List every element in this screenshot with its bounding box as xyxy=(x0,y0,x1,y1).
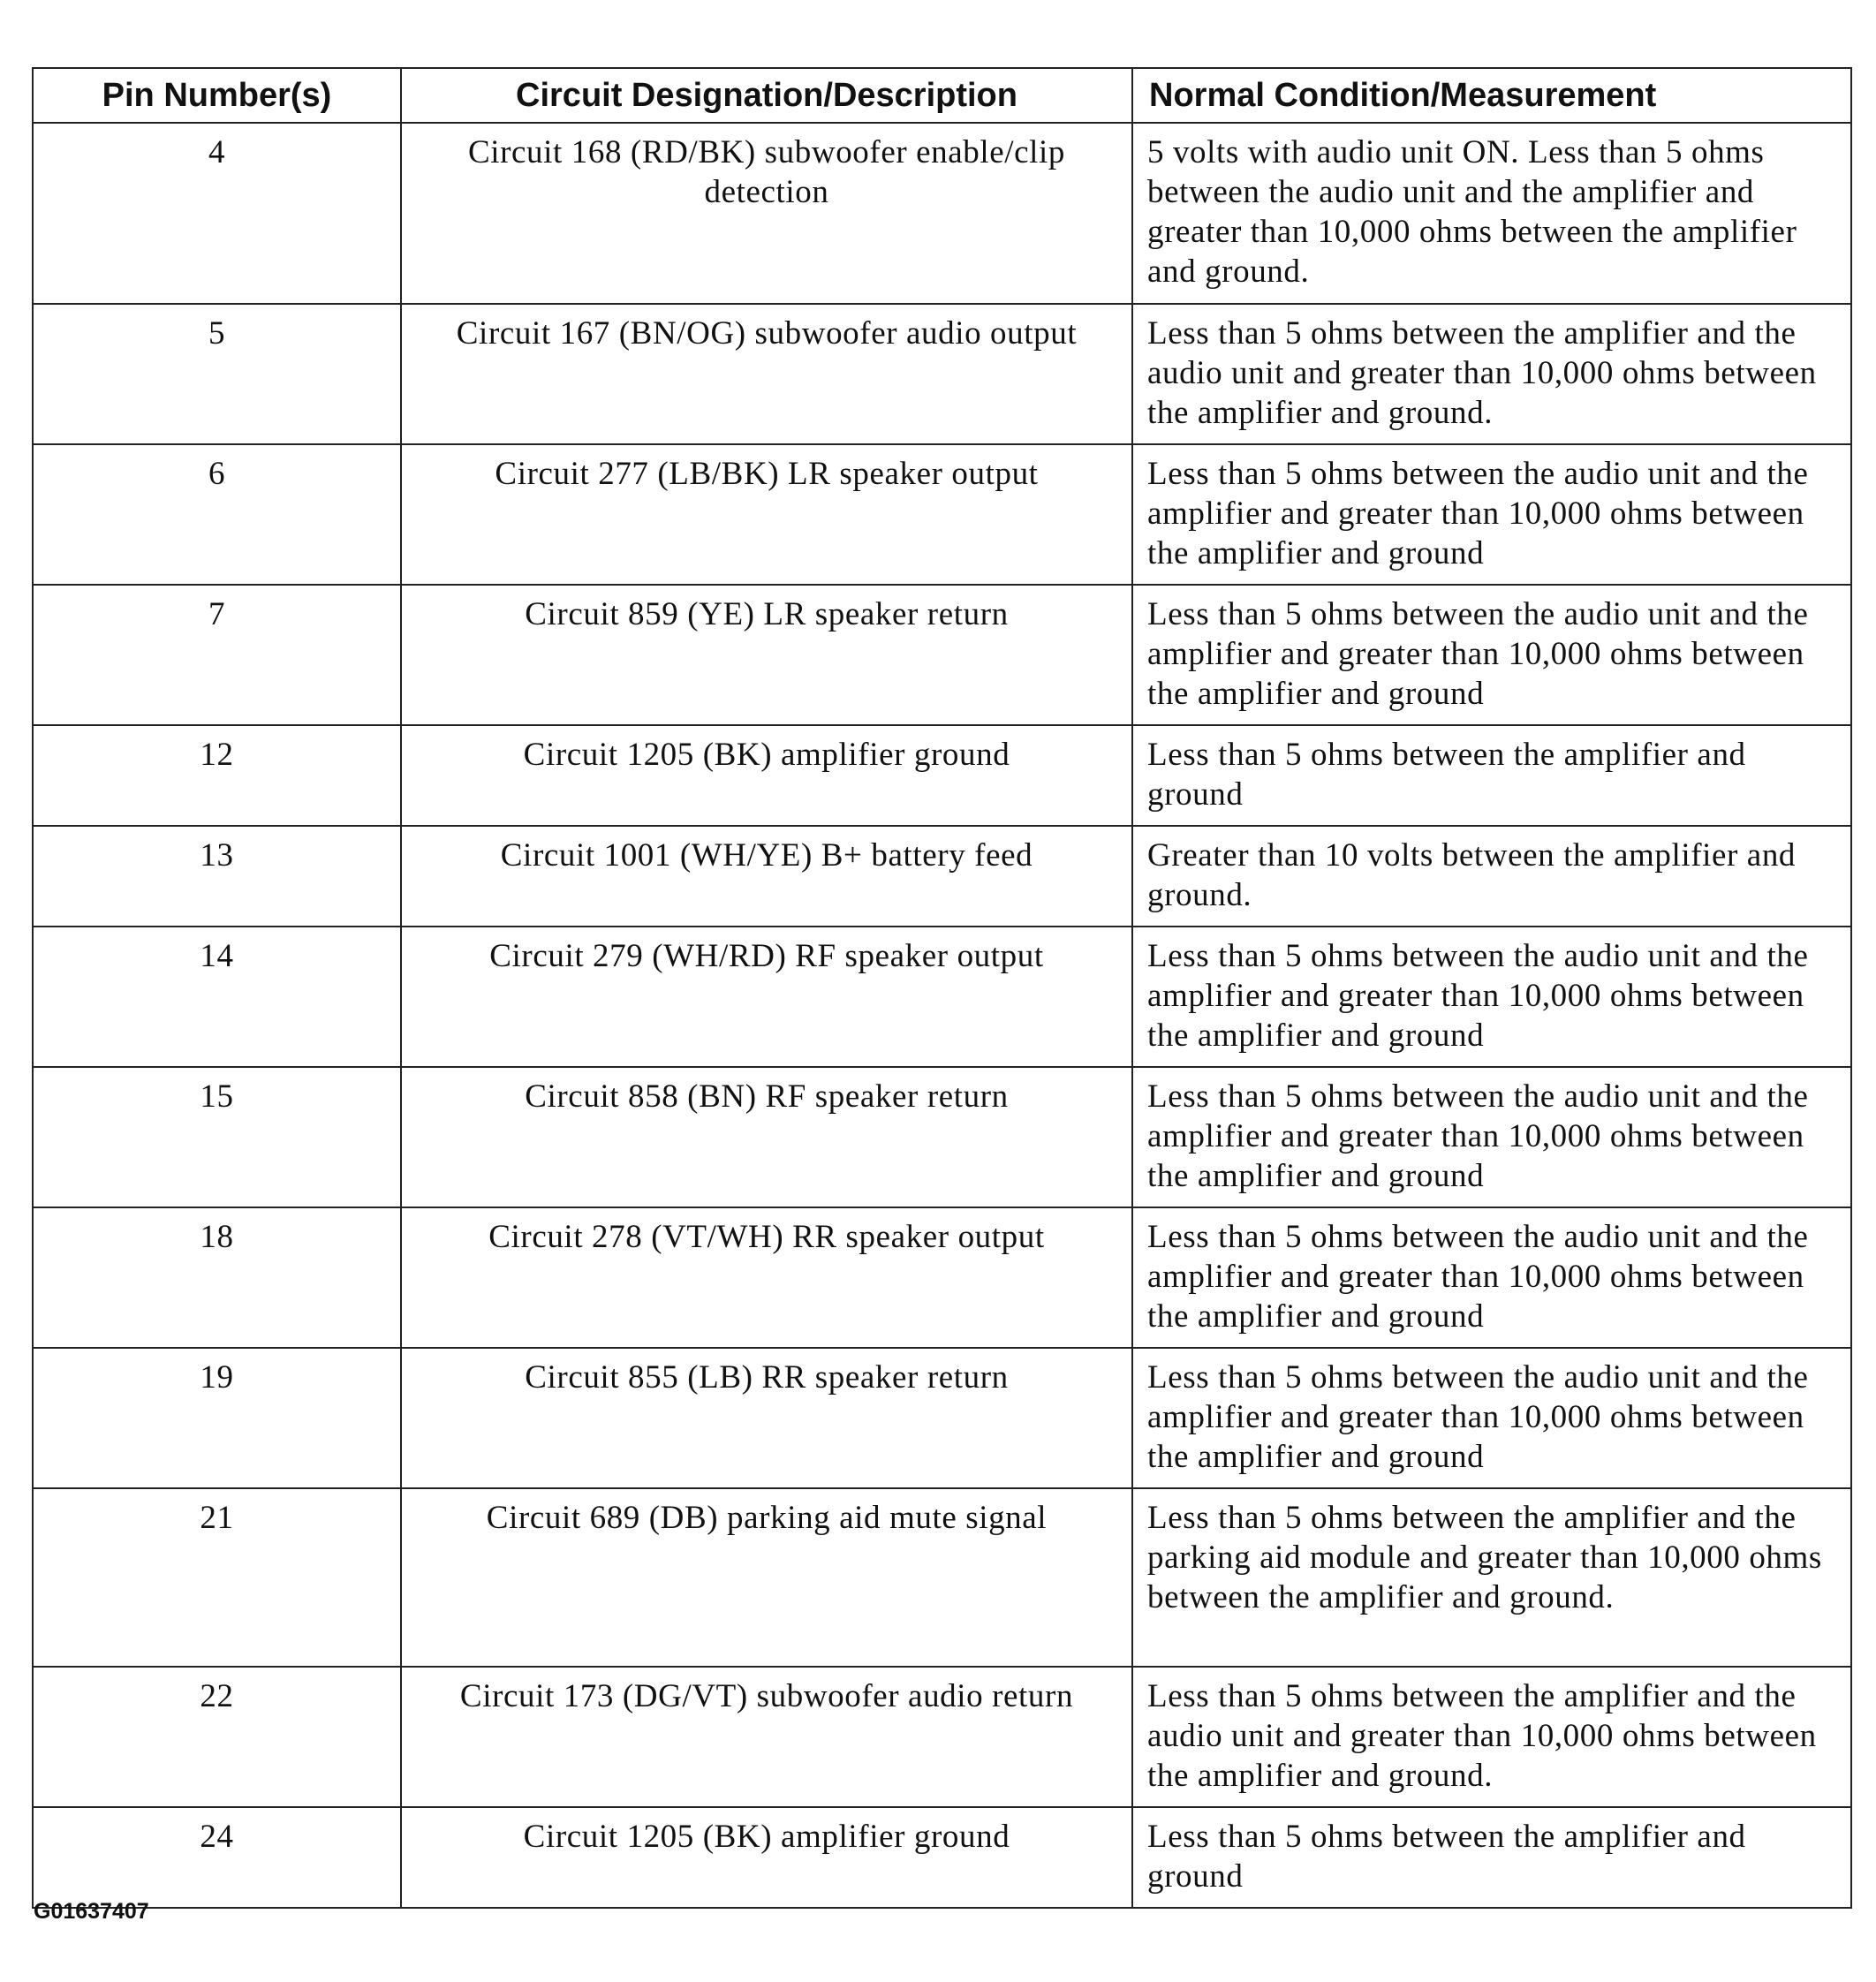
normal-condition-cell: Less than 5 ohms between the audio unit and the amplifier and greater than 10,000 ohms between the amplifier and ground xyxy=(1132,444,1851,585)
circuit-description-cell: Circuit 858 (BN) RF speaker return xyxy=(401,1067,1132,1207)
circuit-description-cell: Circuit 689 (DB) parking aid mute signal xyxy=(401,1488,1132,1667)
normal-condition-cell: Less than 5 ohms between the audio unit and the amplifier and greater than 10,000 ohms between the amplifier and ground xyxy=(1132,927,1851,1067)
pin-number-cell: 4 xyxy=(33,123,401,304)
pinout-table-container xyxy=(32,67,1850,1909)
circuit-description-cell: Circuit 279 (WH/RD) RF speaker output xyxy=(401,927,1132,1067)
circuit-description-cell: Circuit 168 (RD/BK) subwoofer enable/clip detection xyxy=(401,123,1132,304)
table-row xyxy=(33,1807,1851,1908)
pin-number-cell: 14 xyxy=(33,927,401,1067)
pinout-table xyxy=(32,67,1852,1909)
table-row xyxy=(33,1348,1851,1488)
table-row xyxy=(33,927,1851,1067)
circuit-description-cell: Circuit 1205 (BK) amplifier ground xyxy=(401,1807,1132,1908)
normal-condition-cell: Less than 5 ohms between the amplifier and the audio unit and greater than 10,000 ohms between the amplifier and ground. xyxy=(1132,1667,1851,1807)
circuit-description-cell: Circuit 167 (BN/OG) subwoofer audio output xyxy=(401,304,1132,444)
table-row xyxy=(33,1207,1851,1348)
table-row xyxy=(33,826,1851,927)
normal-condition-cell: Less than 5 ohms between the audio unit and the amplifier and greater than 10,000 ohms between the amplifier and ground xyxy=(1132,1207,1851,1348)
normal-condition-cell: Greater than 10 volts between the amplifier and ground. xyxy=(1132,826,1851,927)
pin-number-cell: 19 xyxy=(33,1348,401,1488)
pin-number-cell: 22 xyxy=(33,1667,401,1807)
circuit-description-cell: Circuit 1001 (WH/YE) B+ battery feed xyxy=(401,826,1132,927)
table-body xyxy=(33,123,1851,1908)
normal-condition-cell: Less than 5 ohms between the amplifier and ground xyxy=(1132,1807,1851,1908)
pin-number-cell: 12 xyxy=(33,725,401,826)
pin-number-cell: 24 xyxy=(33,1807,401,1908)
header-normal-condition: Normal Condition/Measurement xyxy=(1132,68,1851,123)
table-row xyxy=(33,123,1851,304)
normal-condition-cell: Less than 5 ohms between the amplifier and the audio unit and greater than 10,000 ohms between the amplifier and ground. xyxy=(1132,304,1851,444)
table-row xyxy=(33,1067,1851,1207)
pin-number-cell: 21 xyxy=(33,1488,401,1667)
table-row xyxy=(33,1667,1851,1807)
table-row xyxy=(33,585,1851,725)
table-row xyxy=(33,725,1851,826)
circuit-description-cell: Circuit 859 (YE) LR speaker return xyxy=(401,585,1132,725)
circuit-description-cell: Circuit 1205 (BK) amplifier ground xyxy=(401,725,1132,826)
normal-condition-cell: Less than 5 ohms between the audio unit and the amplifier and greater than 10,000 ohms between the amplifier and ground xyxy=(1132,1348,1851,1488)
pin-number-cell: 13 xyxy=(33,826,401,927)
normal-condition-cell: Less than 5 ohms between the amplifier and ground xyxy=(1132,725,1851,826)
normal-condition-cell: Less than 5 ohms between the amplifier and the parking aid module and greater than 10,000 ohms between the amplifier and ground. xyxy=(1132,1488,1851,1667)
pin-number-cell: 18 xyxy=(33,1207,401,1348)
table-header xyxy=(33,68,1851,123)
table-row xyxy=(33,304,1851,444)
normal-condition-cell: Less than 5 ohms between the audio unit and the amplifier and greater than 10,000 ohms between the amplifier and ground xyxy=(1132,585,1851,725)
header-circuit-designation: Circuit Designation/Description xyxy=(401,68,1132,123)
normal-condition-cell: 5 volts with audio unit ON. Less than 5 ohms between the audio unit and the amplifier and greater than 10,000 ohms between the amplifier and ground. xyxy=(1132,123,1851,304)
normal-condition-cell: Less than 5 ohms between the audio unit and the amplifier and greater than 10,000 ohms between the amplifier and ground xyxy=(1132,1067,1851,1207)
header-row xyxy=(33,68,1851,123)
pin-number-cell: 7 xyxy=(33,585,401,725)
pin-number-cell: 6 xyxy=(33,444,401,585)
table-row xyxy=(33,1488,1851,1667)
pin-number-cell: 5 xyxy=(33,304,401,444)
header-pin-numbers: Pin Number(s) xyxy=(33,68,401,123)
circuit-description-cell: Circuit 278 (VT/WH) RR speaker output xyxy=(401,1207,1132,1348)
circuit-description-cell: Circuit 855 (LB) RR speaker return xyxy=(401,1348,1132,1488)
pin-number-cell: 15 xyxy=(33,1067,401,1207)
circuit-description-cell: Circuit 277 (LB/BK) LR speaker output xyxy=(401,444,1132,585)
table-row xyxy=(33,444,1851,585)
circuit-description-cell: Circuit 173 (DG/VT) subwoofer audio return xyxy=(401,1667,1132,1807)
figure-id: G01637407 xyxy=(34,1899,149,1924)
